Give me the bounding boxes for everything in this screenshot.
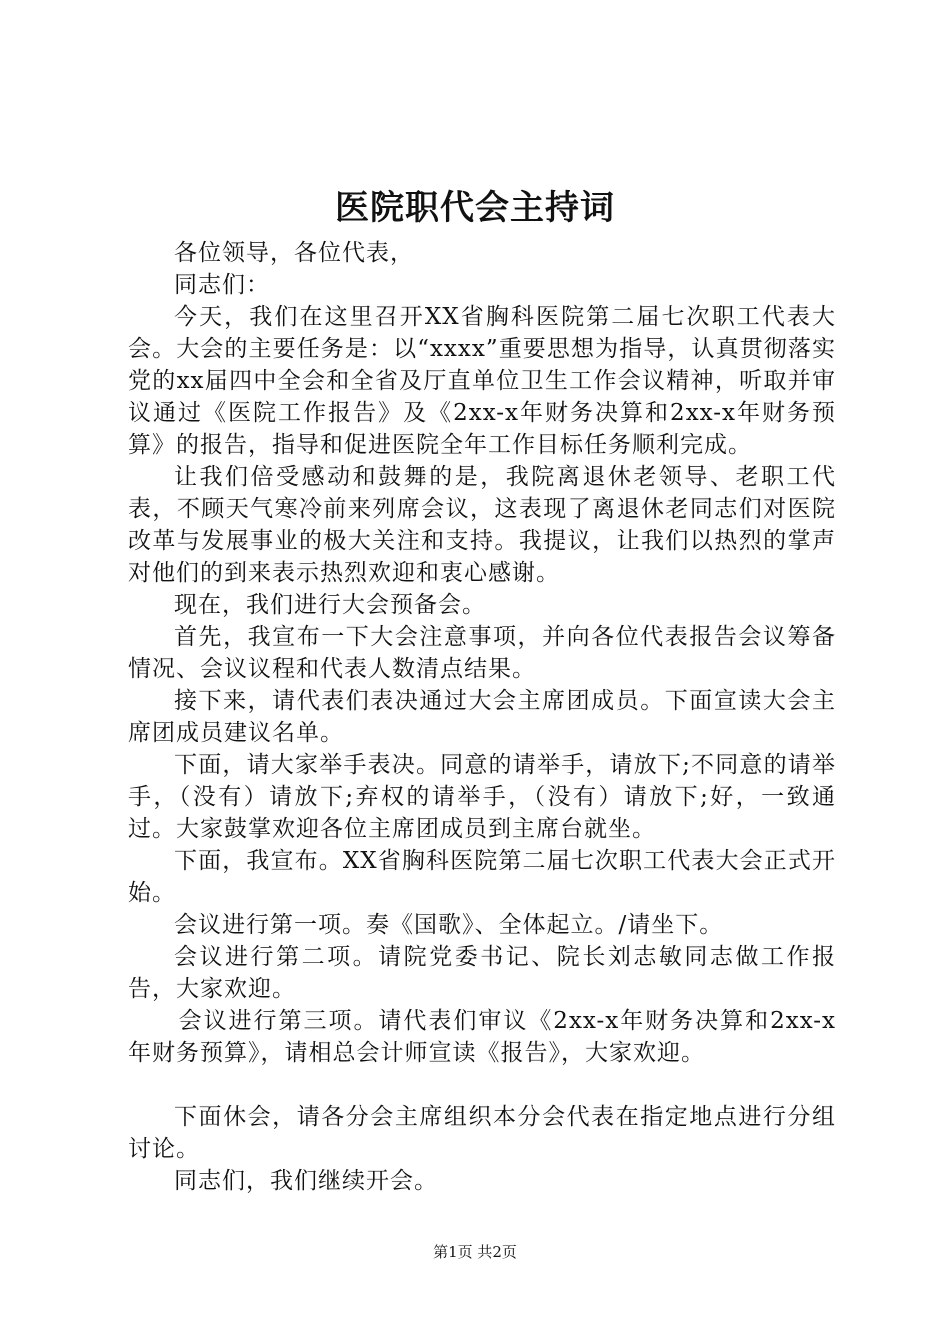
page-number-footer: 第1页 共2页 [433, 1243, 517, 1261]
paragraph-item-two: 会议进行第二项。请院党委书记、院长刘志敏同志做工作报告，大家欢迎。 [128, 944, 836, 1002]
paragraph-opening: 今天，我们在这里召开XX省胸科医院第二届七次职工代表大会。大会的主要任务是：以“xxxx”重要思想为指导，认真贯彻落实党的xx届四中全会和全省及厅直单位卫生工作会议精神，听取并审议通过《医院工作报告》及《2xx-x年财务决算和2xx-x年财务预算》的报告，指导和促进医院全年工作目标任务顺利完成。 [128, 304, 836, 458]
paragraph-presidium-vote: 接下来，请代表们表决通过大会主席团成员。下面宣读大会主席团成员建议名单。 [128, 688, 836, 746]
document-title: 医院职代会主持词 [335, 188, 615, 228]
paragraph-comrades: 同志们： [174, 272, 270, 298]
paragraph-retirees: 让我们倍受感动和鼓舞的是，我院离退休老领导、老职工代表，不顾天气寒冷前来列席会议，这表现了离退休老同志们对医院改革与发展事业的极大关注和支持。我提议，让我们以热烈的掌声对他们的到来表示热烈欢迎和衷心感谢。 [128, 464, 836, 586]
paragraph-preparatory-meeting: 现在，我们进行大会预备会。 [174, 592, 486, 618]
document-body [128, 237, 836, 1197]
paragraph-announcement: 首先，我宣布一下大会注意事项，并向各位代表报告会议筹备情况、会议议程和代表人数清点结果。 [128, 624, 836, 682]
paragraph-item-one: 会议进行第一项。奏《国歌》、全体起立。/请坐下。 [174, 912, 724, 938]
paragraph-salutation: 各位领导，各位代表， [174, 240, 414, 266]
blank-line [128, 1069, 836, 1101]
paragraph-recess: 下面休会，请各分会主席组织本分会代表在指定地点进行分组讨论。 [128, 1104, 836, 1162]
paragraph-show-of-hands: 下面，请大家举手表决。同意的请举手，请放下;不同意的请举手，（没有）请放下;弃权的请举手，（没有）请放下;好，一致通过。大家鼓掌欢迎各位主席团成员到主席台就坐。 [128, 752, 836, 842]
paragraph-formal-opening: 下面，我宣布。XX省胸科医院第二届七次职工代表大会正式开始。 [128, 848, 836, 906]
paragraph-resume: 同志们，我们继续开会。 [174, 1168, 438, 1194]
paragraph-item-three: 会议进行第三项。请代表们审议《2xx-x年财务决算和2xx-x年财务预算》，请相总会计师宣读《报告》，大家欢迎。 [128, 1008, 836, 1066]
